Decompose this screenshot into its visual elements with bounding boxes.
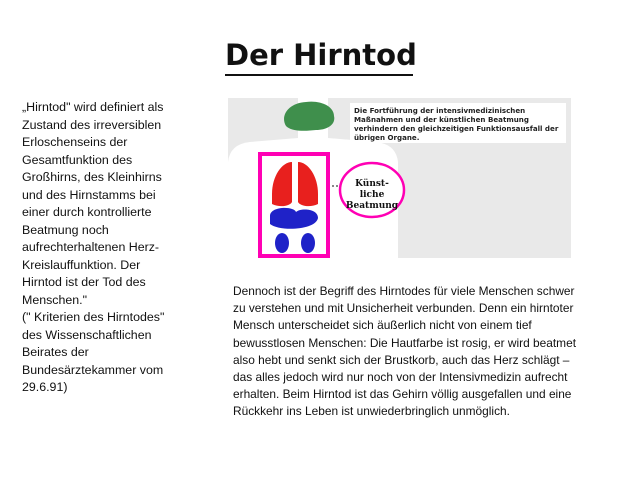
ventilator-label-line1: Künst- <box>355 179 389 189</box>
explanation-text: Dennoch ist der Begriff des Hirntodes für viele Menschen schwer zu verstehen und mit Unsicherheit verbunden. Denn ein hirntoter Mensch unterscheidet sich äußerlich nicht von einem tief bewusstlosen Menschen: Die Hautfarbe ist rosig, er wird beatmet also hebt und senkt sich der Brustkorb, auch das Herz schlägt – das alles jedoch wird nur noch von der Intensivmedizin aufrecht erhalten. Beim Hirntod ist das Gehirn völlig ausgefallen und eine Rückkehr ins Leben ist unwiederbringlich unmöglich. <box>233 284 577 419</box>
left-kidney-icon <box>275 233 289 253</box>
brain-icon <box>284 102 334 131</box>
ventilator-label <box>339 179 405 212</box>
illustration-caption: Die Fortführung der intensivmedizinischen Maßnahmen und der künstlichen Beatmung verhindern den gleichzeitigen Funktionsausfall der übrigen Organe. <box>354 106 559 142</box>
definition-text: „Hirntod" wird definiert als Zustand des irreversiblen Erloschenseins der Gesamtfunktion des Großhirns, des Kleinhirns und des Hirnstamms bei einer durch kontrollierte Beatmung noch aufrechterhaltenen Herz- Kreislauffunktion. Der Hirntod ist der Tod des Menschen." (" Kriterien des Hirntodes" des Wissenschaftlichen Beirates der Bundesärztekammer vom 29.6.91) <box>22 100 165 394</box>
slide-title: Der Hirntod <box>225 38 417 72</box>
title-underline <box>225 74 413 76</box>
ventilator-label-line2: liche <box>359 190 385 200</box>
ventilator-label-line3: Beatmung <box>345 201 399 211</box>
right-kidney-icon <box>301 233 315 253</box>
brain-death-illustration <box>228 98 571 258</box>
